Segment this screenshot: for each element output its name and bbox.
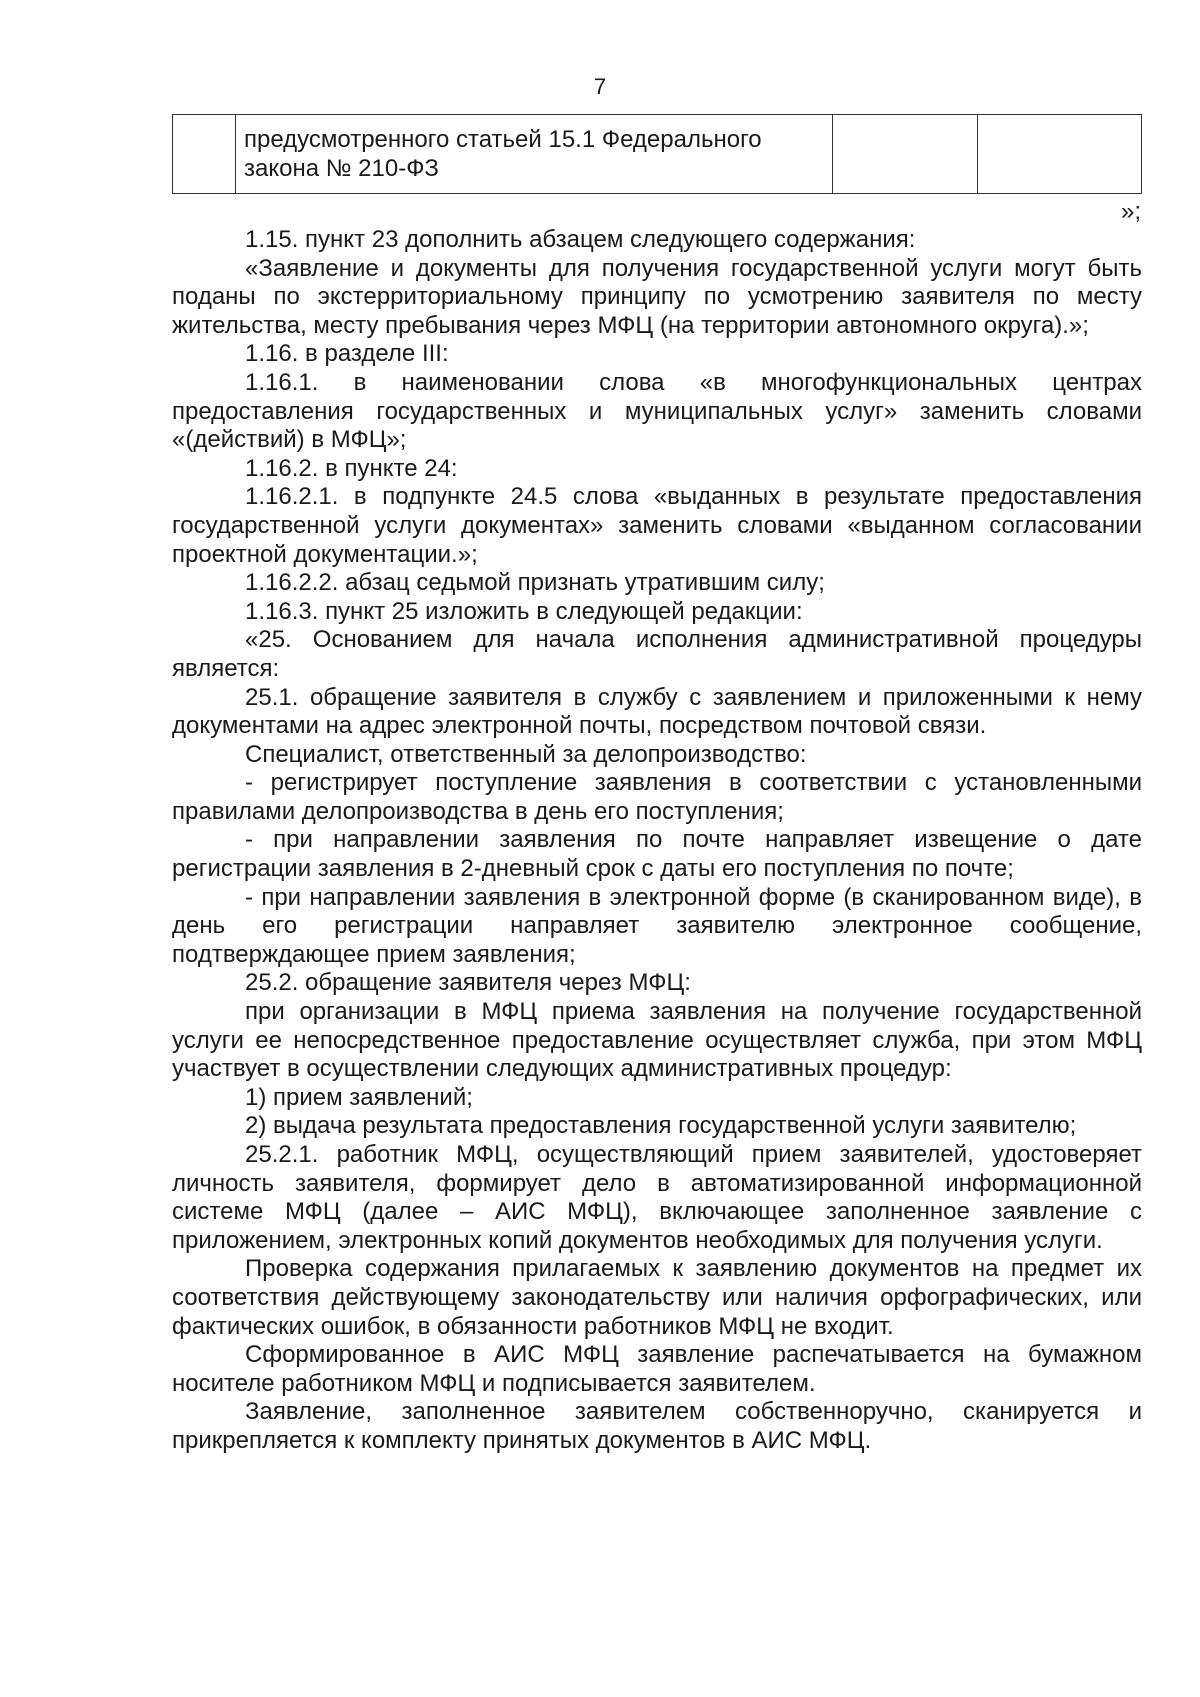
document-body [172, 226, 1142, 1456]
continuation-table [172, 114, 1142, 194]
paragraph: Проверка содержания прилагаемых к заявлению документов на предмет их соответствия действующему законодательству или наличия орфографических, или фактических ошибок, в обязанности работников МФЦ не входит. [172, 1255, 1142, 1340]
paragraph: Заявление, заполненное заявителем собственноручно, сканируется и прикрепляется к комплекту принятых документов в АИС МФЦ. [172, 1398, 1142, 1454]
paragraph: 1) прием заявлений; [245, 1083, 473, 1111]
paragraph: 1.16.2.2. абзац седьмой признать утратившим силу; [245, 569, 825, 597]
page-number: 7 [593, 74, 607, 99]
paragraph: 1.15. пункт 23 дополнить абзацем следующего содержания: [245, 226, 916, 253]
paragraph: - при направлении заявления по почте направляет извещение о дате регистрации заявления в 2-дневный срок с даты его поступления по почте; [172, 826, 1142, 883]
table-cell [978, 115, 1142, 194]
paragraph: Специалист, ответственный за делопроизводство: [245, 740, 807, 768]
paragraph: 2) выдача результата предоставления государственной услуги заявителю; [245, 1112, 1077, 1140]
paragraph: при организации в МФЦ приема заявления на получение государственной услуги ее непосредственное предоставление осуществляет служба, при этом МФЦ участвует в осуществлении следующих административных процедур: [172, 998, 1142, 1083]
table-row [173, 115, 1142, 194]
paragraph: 1.16.2.1. в подпункте 24.5 слова «выданных в результате предоставления государственной услуги документах» заменить словами «выданном согласовании проектной документации.»; [172, 483, 1142, 568]
paragraph: 25.2. обращение заявителя через МФЦ: [245, 969, 691, 997]
paragraph: 25.1. обращение заявителя в службу с заявлением и приложенными к нему документами на адрес электронной почты, посредством почтовой связи. [172, 683, 1142, 740]
table-cell [833, 115, 978, 194]
table-cell [173, 115, 236, 194]
closing-quote: »; [1120, 198, 1141, 225]
paragraph: 1.16.1. в наименовании слова «в многофункциональных центрах предоставления государственных и муниципальных услуг» заменить словами «(действий) в МФЦ»; [172, 368, 1142, 454]
paragraph: 1.16. в разделе III: [245, 340, 449, 368]
paragraph: «Заявление и документы для получения государственной услуги могут быть поданы по экстерриториальному принципу по усмотрению заявителя по месту жительства, месту пребывания через МФЦ (на территории автономного округа).»; [172, 254, 1142, 339]
paragraph: 25.2.1. работник МФЦ, осуществляющий прием заявителей, удостоверяет личность заявителя, формирует дело в автоматизированной информационной системе МФЦ (далее – АИС МФЦ), включающее заполненное заявление с приложением, электронных копий документов необходимых для получения услуги. [172, 1141, 1142, 1254]
paragraph: - регистрирует поступление заявления в соответствии с установленными правилами делопроизводства в день его поступления; [172, 769, 1142, 825]
paragraph: - при направлении заявления в электронной форме (в сканированном виде), в день его регистрации направляет заявителю электронное сообщение, подтверждающее прием заявления; [172, 883, 1142, 968]
paragraph: «25. Основанием для начала исполнения административной процедуры является: [172, 626, 1142, 682]
paragraph: Сформированное в АИС МФЦ заявление распечатывается на бумажном носителе работником МФЦ и подписывается заявителем. [172, 1341, 1142, 1397]
paragraph: 1.16.3. пункт 25 изложить в следующей редакции: [245, 597, 803, 625]
paragraph: 1.16.2. в пункте 24: [245, 454, 458, 482]
table-cell: предусмотренного статьей 15.1 Федерального закона № 210-ФЗ [236, 115, 833, 194]
